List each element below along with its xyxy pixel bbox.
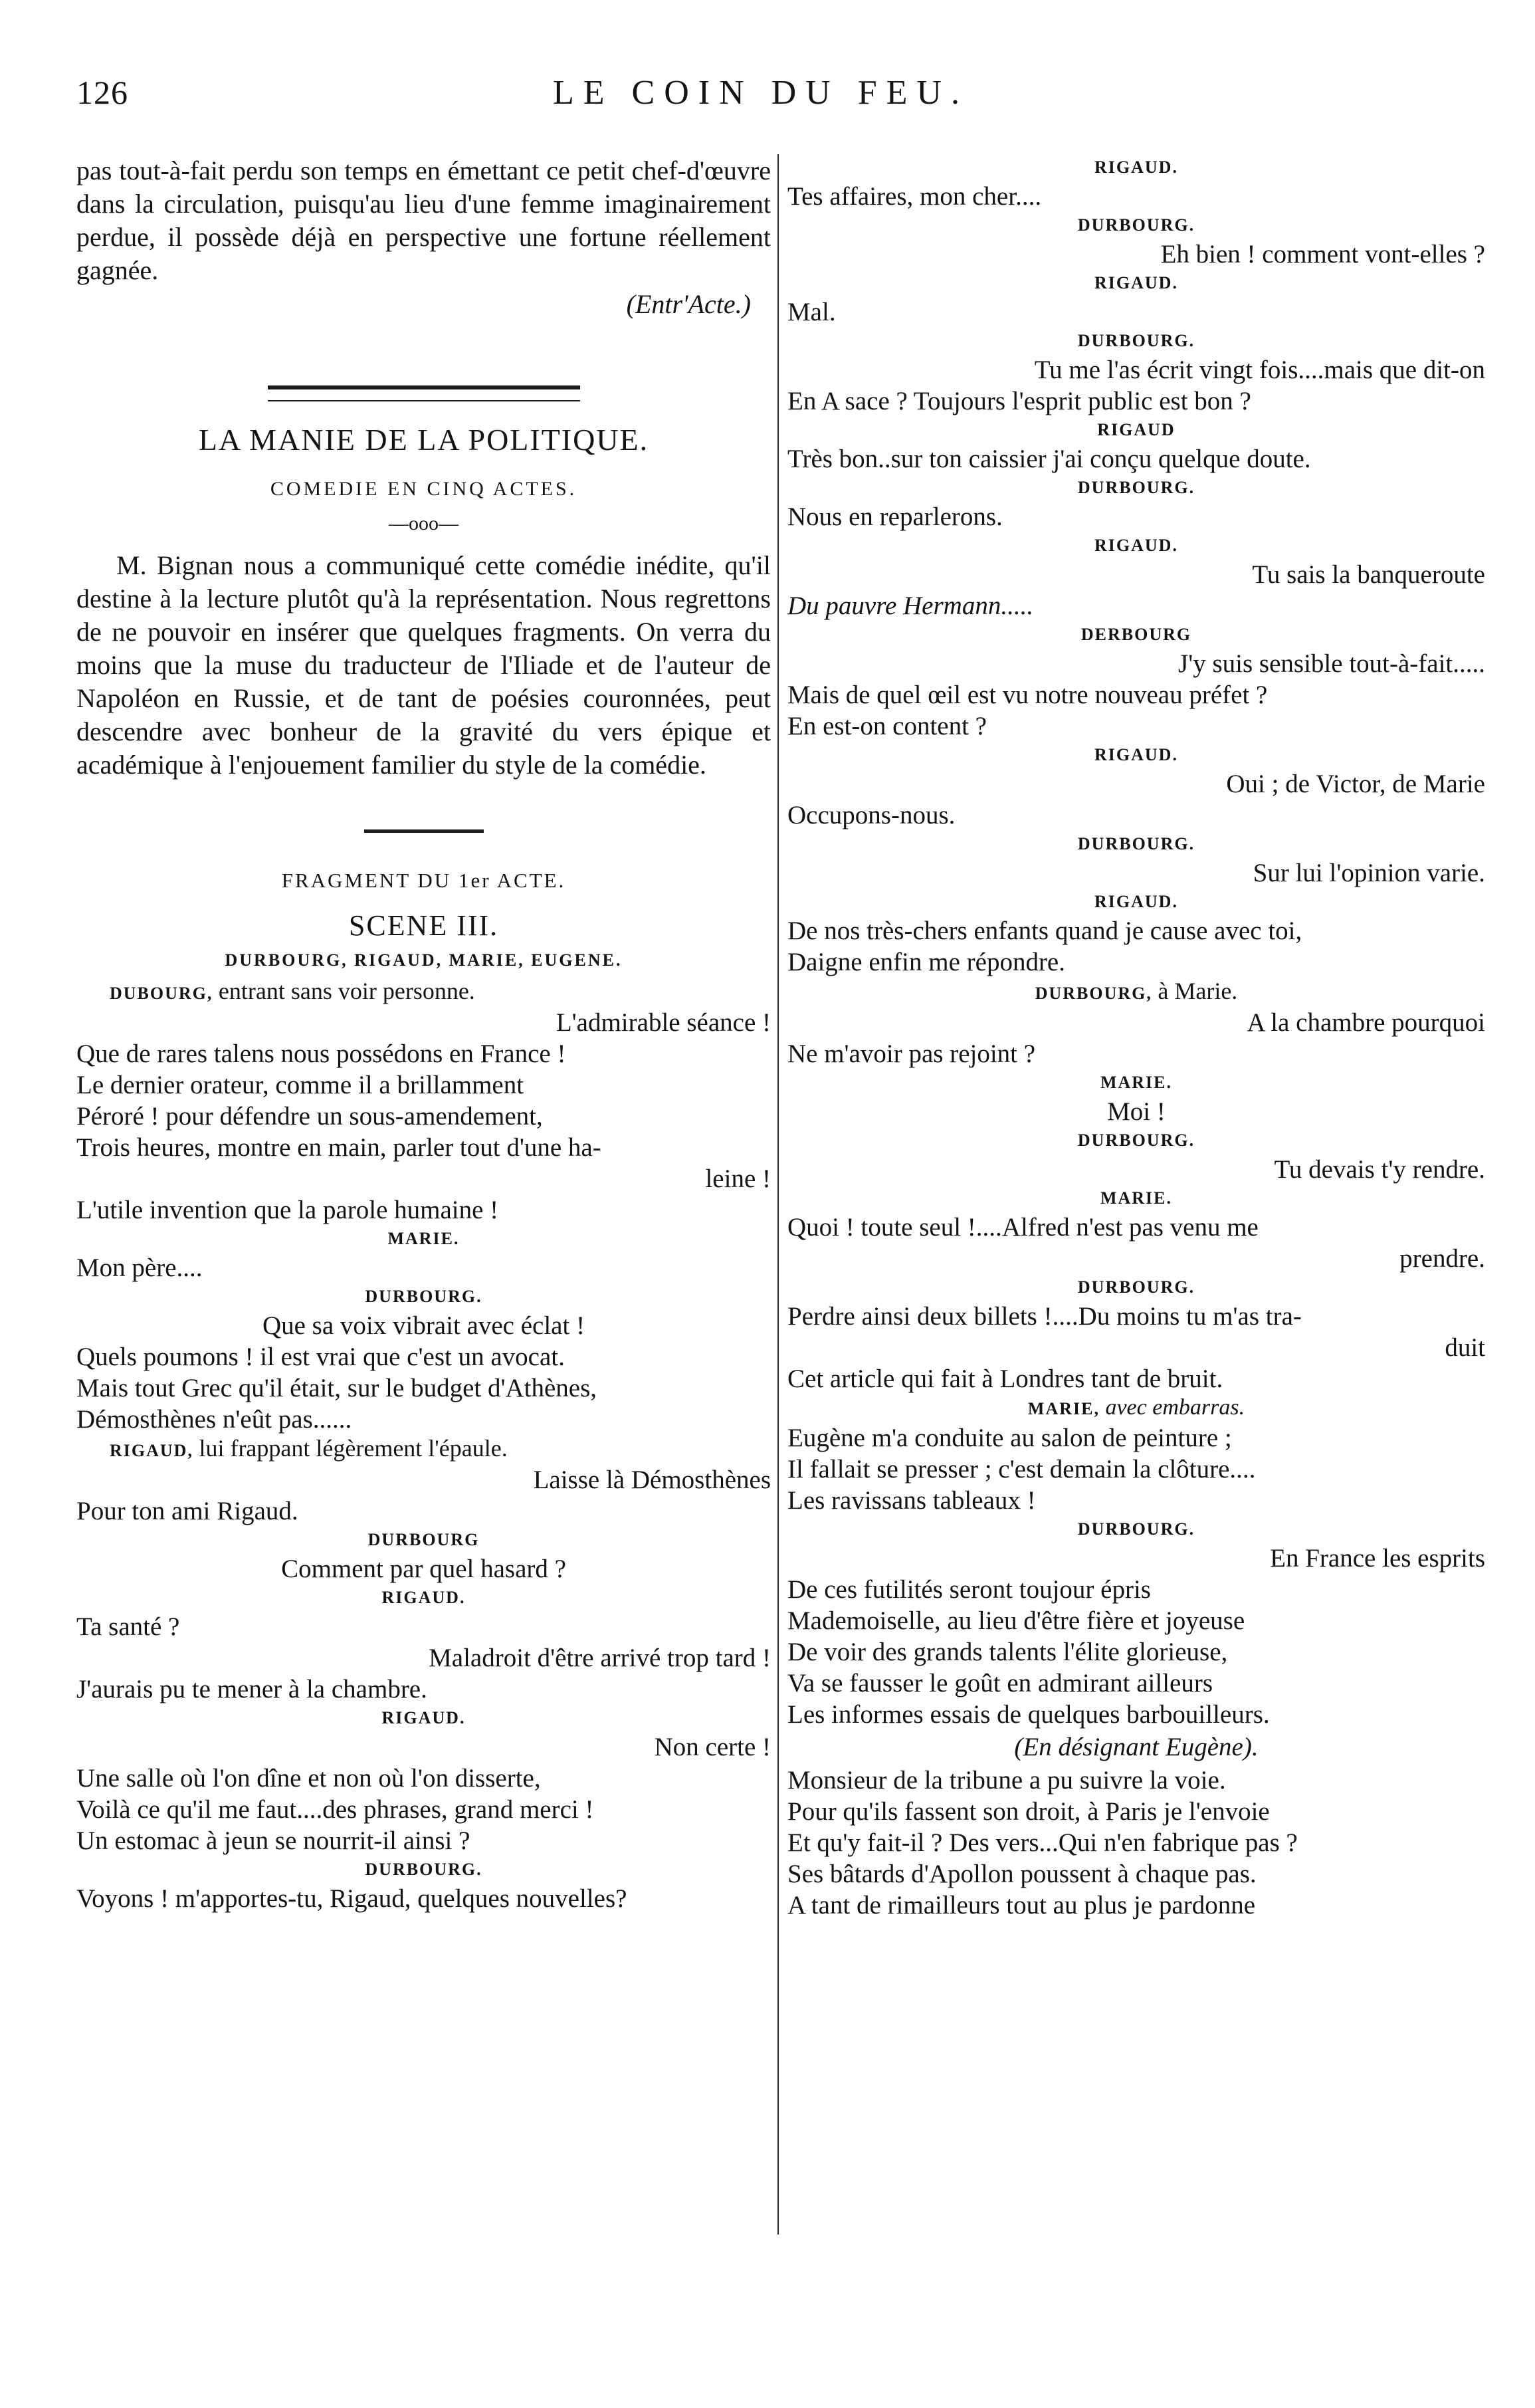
verse-line: Quoi ! toute seul !....Alfred n'est pas venu me — [787, 1213, 1259, 1242]
speaker-label — [787, 1394, 1485, 1422]
speaker-name: RIGAUD. — [1094, 892, 1178, 911]
verse-line: Mal. — [787, 298, 836, 326]
ornament: —ooo— — [389, 512, 459, 534]
speaker-name: DURBOURG. — [1077, 1519, 1195, 1539]
speaker-label — [787, 154, 1485, 181]
verse-line: Occupons-nous. — [787, 801, 956, 829]
speaker-name: RIGAUD — [1097, 420, 1176, 439]
speaker-name: DUBOURG, — [110, 984, 213, 1003]
speaker-label — [787, 889, 1485, 915]
verse-line: Démosthènes n'eût pas...... — [76, 1405, 352, 1434]
speaker-name: RIGAUD. — [381, 1588, 466, 1607]
verse-line: Un estomac à jeun se nourrit-il ainsi ? — [76, 1826, 470, 1855]
verse-line: Péroré ! pour défendre un sous-amendement, — [76, 1102, 543, 1131]
speaker-label — [787, 1274, 1485, 1301]
speaker-label — [787, 532, 1485, 559]
speaker-name: RIGAUD. — [1094, 536, 1178, 555]
verse-line: De nos très-chers enfants quand je cause avec toi, — [787, 917, 1302, 945]
verse-line: Maladroit d'être arrivé trop tard ! — [429, 1644, 771, 1672]
speaker-label — [787, 270, 1485, 296]
verse-line: Il fallait se presser ; c'est demain la clôture.... — [787, 1455, 1256, 1483]
verse-line: Mademoiselle, au lieu d'être fière et joyeuse — [787, 1606, 1245, 1635]
speaker-name: MARIE. — [1100, 1188, 1173, 1208]
speaker-name: DURBOURG. — [365, 1287, 482, 1306]
verse-line: J'aurais pu te mener à la chambre. — [76, 1675, 427, 1703]
verse-line: Tu me l'as écrit vingt fois....mais que dit-on — [1034, 356, 1485, 384]
verse-line: L'utile invention que la parole humaine ! — [76, 1196, 499, 1224]
verse-line: L'admirable séance ! — [556, 1008, 771, 1037]
verse-line: Le dernier orateur, comme il a brillamment — [76, 1071, 524, 1099]
stage-direction: entrant sans voir personne. — [218, 978, 475, 1004]
verse-line: Que de rares talens nous possédons en France ! — [76, 1040, 566, 1068]
verse-line: Sur lui l'opinion varie. — [1253, 859, 1485, 887]
verse-line: Trois heures, montre en main, parler tout d'une ha- — [76, 1133, 601, 1162]
speaker-label — [787, 1069, 1485, 1096]
speaker-label — [787, 1516, 1485, 1543]
speaker-label — [76, 1585, 771, 1611]
speaker-label — [76, 1283, 771, 1310]
verse-line: Perdre ainsi deux billets !....Du moins tu m'as tra- — [787, 1302, 1302, 1331]
verse-line: De ces futilités seront toujour épris — [787, 1575, 1151, 1604]
right-column — [787, 154, 1485, 1921]
speaker-label — [76, 1856, 771, 1883]
verse-line: De voir des grands talents l'élite glorieuse, — [787, 1638, 1228, 1666]
stage-direction: lui frappant légèrement l'épaule. — [199, 1435, 508, 1462]
verse-line: Ses bâtards d'Apollon poussent à chaque pas. — [787, 1860, 1257, 1888]
speaker-name: RIGAUD. — [1094, 158, 1178, 177]
verse-line: Quels poumons ! il est vrai que c'est un avocat. — [76, 1343, 565, 1371]
verse-line: Oui ; de Victor, de Marie — [1226, 770, 1485, 798]
speaker-name: MARIE. — [1100, 1073, 1173, 1092]
verse-line: Ne m'avoir pas rejoint ? — [787, 1040, 1036, 1068]
speaker-label — [76, 1527, 771, 1553]
stage-direction: à Marie. — [1158, 978, 1238, 1004]
column-divider — [777, 154, 779, 2235]
verse-line: Une salle où l'on dîne et non où l'on disserte, — [76, 1764, 541, 1793]
verse-line: Pour qu'ils fassent son droit, à Paris je l'envoie — [787, 1797, 1270, 1826]
speaker-name: RIGAUD. — [1094, 273, 1178, 292]
speaker-name: DURBOURG. — [1077, 1277, 1195, 1297]
speaker-name: DURBOURG. — [1077, 478, 1195, 497]
dialogue-left — [76, 978, 771, 1914]
left-column — [76, 154, 771, 1914]
verse-line: Comment par quel hasard ? — [281, 1555, 566, 1583]
speaker-name: DURBOURG. — [1077, 1131, 1195, 1150]
fragment-label: FRAGMENT DU 1er ACTE. — [281, 869, 566, 892]
page-number: 126 — [76, 74, 128, 111]
intro-paragraph: pas tout-à-fait perdu son temps en émettant ce petit chef-d'œuvre dans la circulation, puisqu'au lieu d'une femme imaginairement perdue, il possède déjà en perspective une fortune réellement gagnée. — [76, 156, 771, 285]
speaker-name: DERBOURG — [1080, 625, 1192, 644]
speaker-name: DURBOURG — [367, 1530, 480, 1549]
verse-line: En est-on content ? — [787, 712, 987, 740]
verse-line: Très bon..sur ton caissier j'ai conçu quelque doute. — [787, 445, 1311, 473]
verse-line: A la chambre pourquoi — [1247, 1008, 1485, 1037]
speaker-label — [787, 417, 1485, 443]
verse-line: Du pauvre Hermann..... — [787, 592, 1034, 620]
speaker-label — [76, 1435, 771, 1464]
verse-line: Ta santé ? — [76, 1612, 180, 1641]
speaker-label — [787, 621, 1485, 648]
running-header — [76, 73, 1445, 126]
verse-line: duit — [1445, 1333, 1485, 1362]
verse-line: Laisse là Démosthènes — [533, 1466, 771, 1494]
double-rule — [268, 385, 580, 401]
verse-line: Voilà ce qu'il me faut....des phrases, grand merci ! — [76, 1795, 594, 1824]
verse-line: Tes affaires, mon cher.... — [787, 182, 1042, 211]
verse-line: A tant de rimailleurs tout au plus je pardonne — [787, 1891, 1255, 1919]
verse-line: Mais de quel œil est vu notre nouveau préfet ? — [787, 681, 1268, 709]
stage-direction: avec embarras. — [1105, 1395, 1245, 1420]
verse-line: En France les esprits — [1270, 1544, 1485, 1573]
speaker-name: DURBOURG. — [1077, 331, 1195, 350]
article-title: LA MANIE DE LA POLITIQUE. — [198, 423, 649, 457]
speaker-label — [76, 978, 771, 1007]
running-title: LE COIN DU FEU. — [553, 74, 969, 112]
verse-line: Va se fausser le goût en admirant ailleurs — [787, 1669, 1213, 1697]
verse-line: Eh bien ! comment vont-elles ? — [1160, 240, 1485, 269]
verse-line: Pour ton ami Rigaud. — [76, 1497, 298, 1525]
dramatis-personae: DURBOURG, RIGAUD, MARIE, EUGENE. — [225, 950, 623, 970]
verse-line: Nous en reparlerons. — [787, 502, 1003, 531]
speaker-label — [787, 742, 1485, 768]
verse-line: Et qu'y fait-il ? Des vers...Qui n'en fabrique pas ? — [787, 1828, 1298, 1857]
verse-line: Monsieur de la tribune a pu suivre la voie. — [787, 1766, 1226, 1795]
verse-line: Eugène m'a conduite au salon de peinture ; — [787, 1424, 1232, 1452]
speaker-name: RIGAUD. — [1094, 745, 1178, 764]
speaker-name: MARIE. — [387, 1229, 460, 1248]
verse-line: En A sace ? Toujours l'esprit public est bon ? — [787, 387, 1251, 415]
stage-direction: (En désignant Eugène). — [1014, 1733, 1259, 1761]
verse-line: Mais tout Grec qu'il était, sur le budget d'Athènes, — [76, 1374, 597, 1402]
speaker-label — [787, 1185, 1485, 1212]
speaker-name: DURBOURG, — [1035, 984, 1152, 1003]
verse-line: Mon père.... — [76, 1254, 203, 1282]
speaker-label — [76, 1226, 771, 1252]
verse-line: Cet article qui fait à Londres tant de bruit. — [787, 1365, 1223, 1393]
article-body: M. Bignan nous a communiqué cette comédie inédite, qu'il destine à la lecture plutôt qu'à la représentation. Nous regrettons de ne pouvoir en insérer que quelques fragments. On verra du moins que la muse du traducteur de l'Iliade et de l'auteur de Napoléon en Russie, et de tant de poésies couronnées, peut descendre avec bonheur de la gravité du vers épique et académique à l'enjouement familier du style de la comédie. — [76, 550, 771, 780]
speaker-name: DURBOURG. — [365, 1860, 482, 1879]
speaker-label — [787, 1127, 1485, 1154]
verse-line: Non certe ! — [654, 1733, 771, 1761]
speaker-name: DURBOURG. — [1077, 215, 1195, 235]
speaker-label — [787, 831, 1485, 857]
dialogue-right — [787, 154, 1485, 1921]
speaker-label — [787, 475, 1485, 501]
verse-line: Daigne enfin me répondre. — [787, 948, 1065, 976]
scene-title: SCENE III. — [348, 909, 499, 942]
verse-line: Que sa voix vibrait avec éclat ! — [262, 1311, 585, 1340]
speaker-label — [787, 978, 1485, 1007]
verse-line: Tu devais t'y rendre. — [1274, 1155, 1485, 1184]
verse-line: J'y suis sensible tout-à-fait..... — [1178, 649, 1485, 678]
speaker-name: RIGAUD. — [381, 1708, 466, 1727]
speaker-name: RIGAUD, — [110, 1441, 193, 1460]
speaker-label — [787, 212, 1485, 239]
verse-line: Moi ! — [1107, 1097, 1166, 1126]
verse-line: Les ravissans tableaux ! — [787, 1486, 1036, 1515]
verse-line: leine ! — [705, 1164, 771, 1193]
section-rule — [364, 829, 484, 833]
speaker-label — [76, 1705, 771, 1731]
verse-line: Tu sais la banqueroute — [1252, 560, 1485, 589]
speaker-label — [787, 328, 1485, 354]
source-signature: (Entr'Acte.) — [626, 289, 751, 319]
speaker-name: DURBOURG. — [1077, 834, 1195, 853]
article-subtitle: COMEDIE EN CINQ ACTES. — [270, 478, 577, 500]
verse-line: Les informes essais de quelques barbouilleurs. — [787, 1700, 1270, 1729]
speaker-name: MARIE, — [1027, 1399, 1100, 1418]
verse-line: prendre. — [1399, 1244, 1485, 1273]
verse-line: Voyons ! m'apportes-tu, Rigaud, quelques nouvelles? — [76, 1884, 627, 1913]
